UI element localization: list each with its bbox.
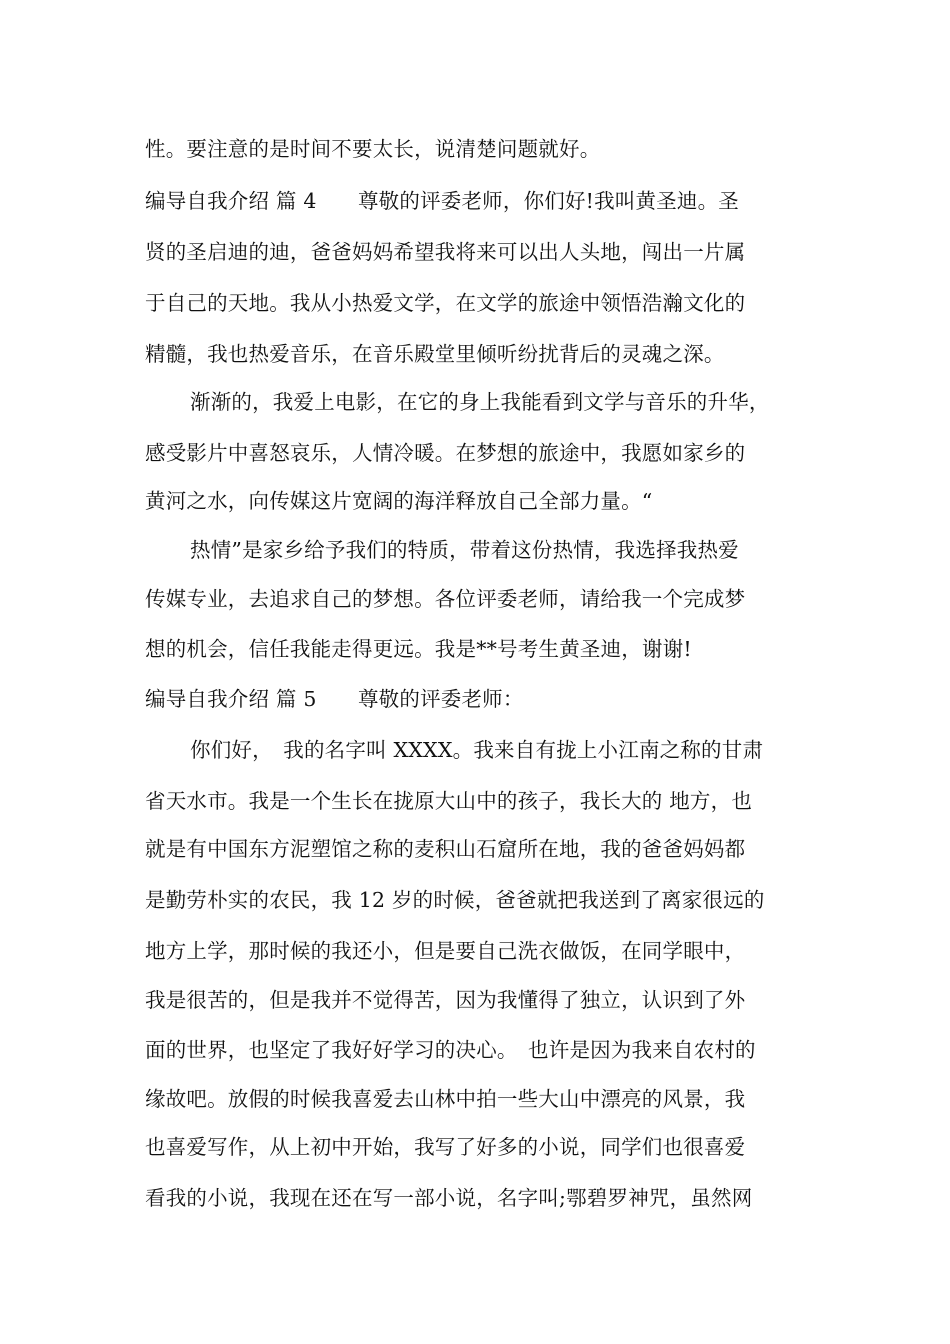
- text-line-8: 黄河之水，向传媒这片宽阔的海洋释放自己全部力量。“: [145, 489, 653, 513]
- text-line-16: 是勤劳朴实的农民，我 12 岁的时候，爸爸就把我送到了离家很远的: [145, 888, 765, 912]
- text-line-17: 地方上学，那时候的我还小，但是要自己洗衣做饭，在同学眼中，: [145, 939, 746, 963]
- paragraph-start-line-13: 你们好， 我的名字叫 XXXX。我来自有拢上小江南之称的甘肃: [190, 738, 764, 762]
- text-line-15: 就是有中国东方泥塑馆之称的麦积山石窟所在地，我的爸爸妈妈都: [145, 837, 746, 861]
- text-line-11: 想的机会，信任我能走得更远。我是**号考生黄圣迪，谢谢!: [145, 637, 692, 661]
- text-line-19: 面的世界，也坚定了我好好学习的决心。 也许是因为我来自农村的: [145, 1038, 756, 1062]
- text-line-1: 性。要注意的是时间不要太长，说清楚问题就好。: [145, 137, 601, 161]
- text-line-22: 看我的小说，我现在还在写一部小说，名字叫;鄂碧罗神咒，虽然网: [145, 1186, 753, 1210]
- text-line-5: 精髓，我也热爱音乐，在音乐殿堂里倾听纷扰背后的灵魂之深。: [145, 342, 725, 366]
- text-line-4: 于自己的天地。我从小热爱文学，在文学的旅途中领悟浩瀚文化的: [145, 291, 746, 315]
- text-line-3: 贤的圣启迪的迪，爸爸妈妈希望我将来可以出人头地，闯出一片属: [145, 240, 746, 264]
- section-heading-4: 编导自我介绍 篇 4 尊敬的评委老师，你们好!我叫黄圣迪。圣: [145, 189, 740, 213]
- text-line-10: 传媒专业，去追求自己的梦想。各位评委老师，请给我一个完成梦: [145, 587, 746, 611]
- paragraph-start-line-6: 渐渐的，我爱上电影，在它的身上我能看到文学与音乐的升华，: [190, 390, 770, 414]
- section-heading-5: 编导自我介绍 篇 5 尊敬的评委老师：: [145, 687, 524, 711]
- text-line-18: 我是很苦的，但是我并不觉得苦，因为我懂得了独立，认识到了外: [145, 988, 746, 1012]
- text-line-7: 感受影片中喜怒哀乐，人情冷暖。在梦想的旅途中，我愿如家乡的: [145, 441, 746, 465]
- text-line-20: 缘故吧。放假的时候我喜爱去山林中拍一些大山中漂亮的风景，我: [145, 1087, 746, 1111]
- paragraph-start-line-9: 热情”是家乡给予我们的特质，带着这份热情，我选择我热爱: [190, 538, 739, 562]
- text-line-21: 也喜爱写作，从上初中开始，我写了好多的小说，同学们也很喜爱: [145, 1135, 746, 1159]
- text-line-14: 省天水市。我是一个生长在拢原大山中的孩子，我长大的 地方，也: [145, 789, 753, 813]
